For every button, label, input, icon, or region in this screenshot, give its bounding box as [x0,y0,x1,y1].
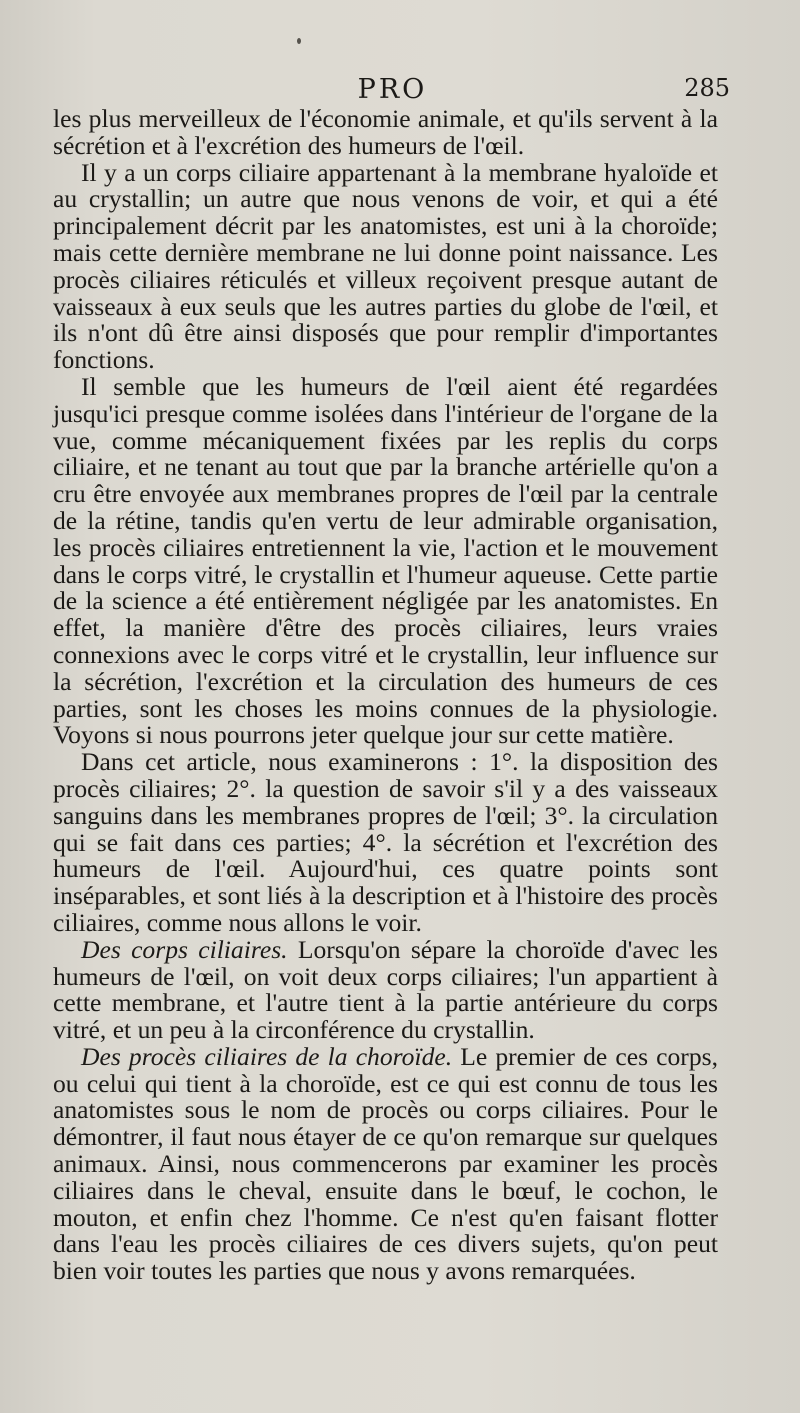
page-number: 285 [684,74,730,102]
paragraph-text: Il y a un corps ciliaire appartenant à la membrane hyaloïde et au crystallin; un autre que nous venons de voir, et qui a été principalement décrit par les anatomistes, est uni à la choroïde; mais cette dernière membrane ne lui donne point naissance. Les procès ciliaires réticulés et villeux reçoivent presque autant de vaisseaux à eux seuls que les autres parties du globe de l'œil, et ils n'ont dû être ainsi disposés que pour remplir d'importantes fonctions. [53,157,718,375]
paragraph-text: Lorsqu'on sépare la choroïde d'avec les humeurs de l'œil, on voit deux corps ciliaires; l'un appartient à cette membrane, et l'autre tient à la partie antérieure du corps vitré, et un peu à la circonférence du crystallin. [53,934,718,1045]
paragraph-text: Il semble que les humeurs de l'œil aient été regardées jusqu'ici presque comme isolées dans l'intérieur de l'organe de la vue, comme mécaniquement fixées par les replis du corps ciliaire, et ne tenant au tout que par la branche artérielle qu'on a cru être envoyée aux membranes propres de l'œil par la centrale de la rétine, tandis qu'en vertu de leur admirable organisation, les procès ciliaires entretiennent la vie, l'action et le mouvement dans le corps vitré, le crystallin et l'humeur aqueuse. Cette partie de la science a été entièrement négligée par les anatomistes. En effet, la manière d'être des procès ciliaires, leurs vraies connexions avec le corps vitré et le crystallin, leur influence sur la sécrétion, l'excrétion et la circulation des humeurs de ces parties, sont les choses les moins connues de la physiologie. Voyons si nous pourrons jeter quelque jour sur cette matière. [53,371,718,750]
running-head: PRO [357,74,428,105]
paragraph-text: les plus merveilleux de l'économie animale, et qu'ils servent à la sécrétion et à l'excrétion des humeurs de l'œil. [53,104,718,160]
ink-speck [297,38,301,44]
paragraph-article-plan [53,749,718,937]
paragraph-text: Dans cet article, nous examinerons : 1°. la disposition des procès ciliaires; 2°. la question de savoir s'il y a des vaisseaux sanguins dans les membranes propres de l'œil; 3°. la circulation qui se fait dans ces parties; 4°. la sécrétion et l'excrétion des humeurs de l'œil. Aujourd'hui, ces quatre points sont inséparables, et sont liés à la description et à l'histoire des procès ciliaires, comme nous allons le voir. [53,747,718,937]
body-text [53,106,718,1285]
paragraph-des-proces-ciliaires [53,1041,718,1286]
paragraph-humeurs [53,371,718,750]
paragraph-corps-ciliaire [53,157,718,375]
section-heading: Des corps ciliaires. [81,934,288,964]
paragraph-des-corps-ciliaires [53,934,718,1045]
paragraph-text: Le premier de ces corps, ou celui qui tient à la choroïde, est ce qui est connu de tous les anatomistes sous le nom de procès ou corps ciliaires. Pour le démontrer, il faut nous étayer de ce qu'on remarque sur quelques animaux. Ainsi, nous commencerons par examiner les procès ciliaires dans le cheval, ensuite dans le bœuf, le cochon, le mouton, et enfin chez l'homme. Ce n'est qu'en faisant flotter dans l'eau les procès ciliaires de ces divers sujets, qu'on peut bien voir toutes les parties que nous y avons remarquées. [53,1041,718,1286]
paragraph-continuation [53,106,718,160]
section-heading: Des procès ciliaires de la choroïde. [81,1041,453,1071]
